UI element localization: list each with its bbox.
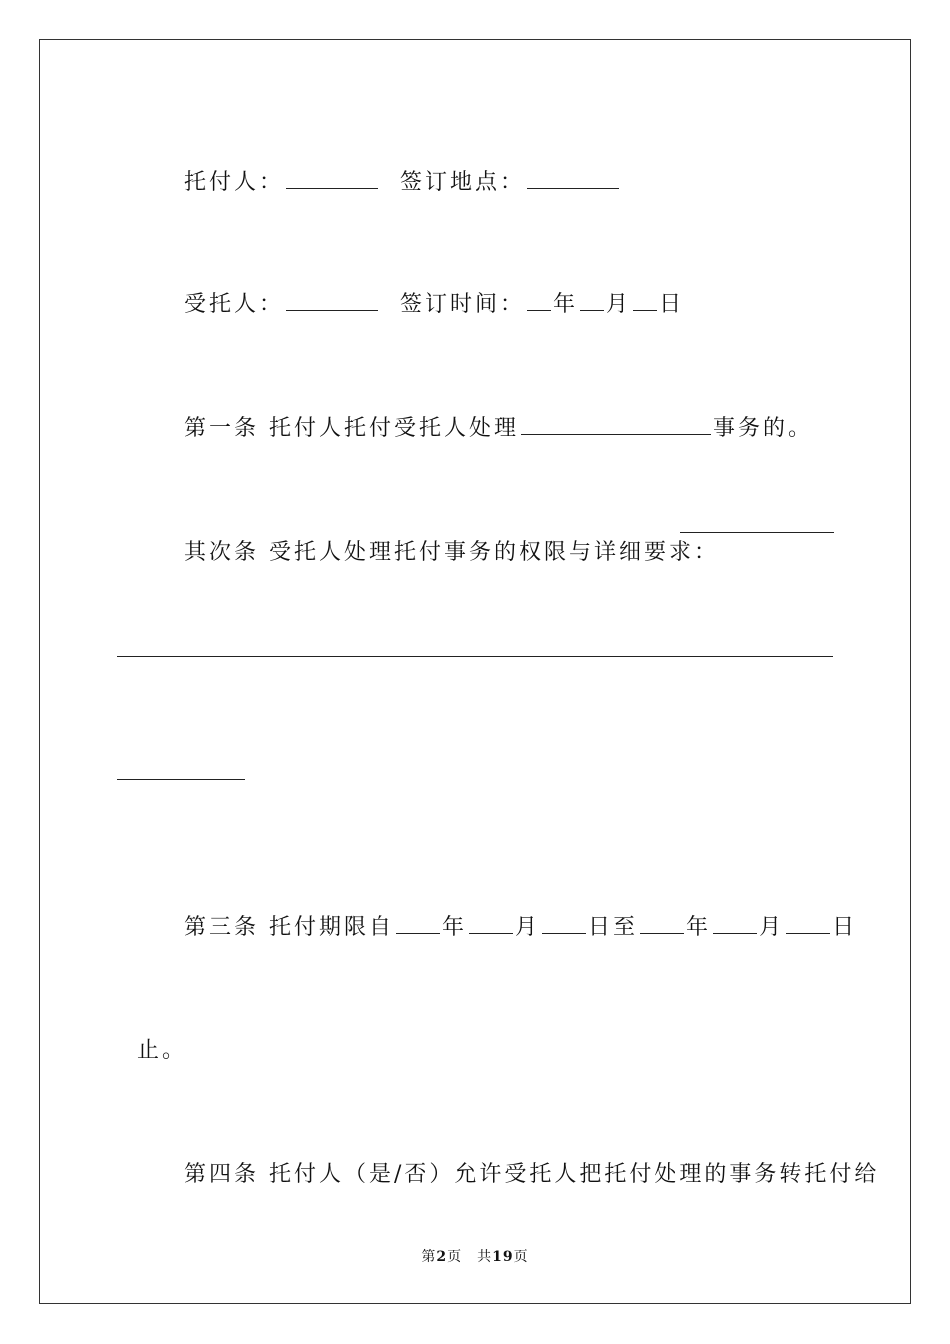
blank-agent[interactable]: [286, 288, 378, 311]
clause-2: [164, 508, 719, 568]
clause-3-tail: 止。: [137, 1038, 188, 1063]
footer-mid: 页 共: [447, 1249, 493, 1265]
clause-3: [164, 881, 857, 943]
blank-end-day[interactable]: [786, 911, 830, 934]
blank-end-month[interactable]: [713, 911, 757, 934]
page-border: [39, 39, 911, 1304]
blank-start-year[interactable]: [396, 911, 440, 934]
label-start-year: 年: [442, 915, 468, 940]
clause-4-text: 第四条 托付人（是/否）允许受托人把托付处理的事务转托付给: [184, 1162, 880, 1187]
clause-3-end: [117, 1006, 187, 1066]
label-principal: 托付人：: [184, 170, 285, 195]
blank-sign-place[interactable]: [527, 166, 619, 189]
row-principal-place: [164, 136, 621, 198]
blank-principal[interactable]: [286, 166, 378, 189]
label-end-day: 日: [832, 915, 858, 940]
footer-prefix: 第: [421, 1249, 437, 1265]
blank-requirements-1[interactable]: [680, 532, 834, 533]
footer-page-number: 2: [436, 1249, 448, 1265]
blank-requirements-3[interactable]: [117, 779, 245, 780]
clause-2-text: 其次条 受托人处理托付事务的权限与详细要求：: [184, 540, 719, 565]
clause-4: [164, 1130, 879, 1190]
label-start-day: 日至: [588, 915, 639, 940]
label-day: 日: [659, 292, 685, 317]
blank-day[interactable]: [633, 288, 657, 311]
row-agent-date: [164, 258, 684, 320]
footer-suffix: 页: [513, 1249, 529, 1265]
footer-total-pages: 19: [492, 1249, 514, 1265]
blank-requirements-2[interactable]: [117, 656, 833, 657]
clause-1-text: 第一条 托付人托付受托人处理: [184, 416, 519, 441]
blank-year[interactable]: [527, 288, 551, 311]
blank-end-year[interactable]: [640, 911, 684, 934]
label-end-month: 月: [759, 915, 785, 940]
label-sign-place: 签订地点：: [400, 170, 526, 195]
label-end-year: 年: [686, 915, 712, 940]
blank-month[interactable]: [580, 288, 604, 311]
blank-start-day[interactable]: [542, 911, 586, 934]
page-footer: [0, 1246, 950, 1266]
clause-3-text: 第三条 托付期限自: [184, 915, 394, 940]
label-sign-time: 签订时间：: [400, 292, 526, 317]
label-start-month: 月: [515, 915, 541, 940]
label-month: 月: [606, 292, 632, 317]
blank-start-month[interactable]: [469, 911, 513, 934]
label-year: 年: [553, 292, 579, 317]
blank-matter[interactable]: [521, 412, 711, 435]
clause-1: [164, 382, 813, 444]
label-agent: 受托人：: [184, 292, 285, 317]
clause-1-tail: 事务的。: [713, 416, 814, 441]
